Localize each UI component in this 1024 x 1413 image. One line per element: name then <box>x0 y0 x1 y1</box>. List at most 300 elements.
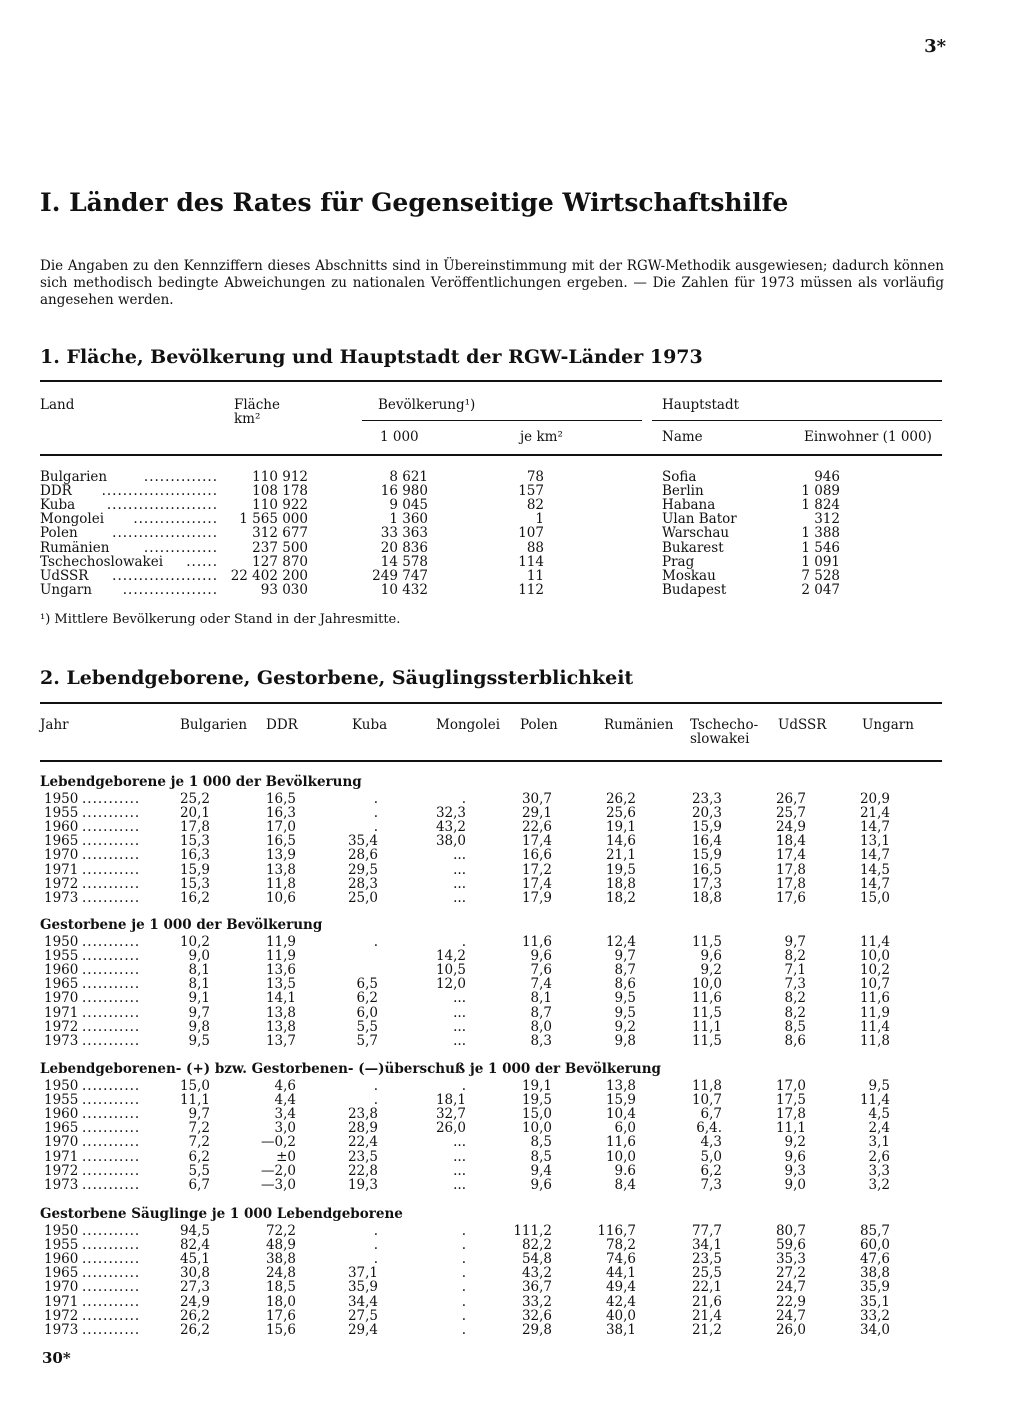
table2-cell-jahr: 1950 <box>44 791 79 807</box>
table2-cell-ungarn: 3,3 <box>868 1163 890 1179</box>
table2-section-title: Gestorbene je 1 000 der Bevölkerung <box>40 917 323 933</box>
table2-cell-ungarn: 2,6 <box>868 1149 890 1165</box>
table2-cell-rumaenien: 49,4 <box>605 1279 636 1295</box>
table2-cell-rumaenien: 40,0 <box>605 1308 636 1324</box>
table2-cell-udssr: 24,7 <box>775 1308 806 1324</box>
table2-cell-dots: ........... <box>82 1106 141 1122</box>
table2-cell-udssr: 9,2 <box>784 1134 806 1150</box>
table2-cell-bulgarien: 8,1 <box>188 976 210 992</box>
table2-cell-bulgarien: 30,8 <box>179 1265 210 1281</box>
table1-cell-land: Polen <box>40 525 78 541</box>
table2-cell-ungarn: 11,8 <box>859 1033 890 1049</box>
table2-cell-polen: 19,5 <box>521 1092 552 1108</box>
table1-cell-dots: .............. <box>143 540 218 556</box>
table1-header-bevoelkerung: Bevölkerung¹) <box>378 397 476 413</box>
table2-cell-dots: ........... <box>82 948 141 964</box>
table2-cell-mongolei: . <box>461 1279 466 1295</box>
table2-cell-jahr: 1960 <box>44 819 79 835</box>
table2-cell-rumaenien: 9,5 <box>614 1005 636 1021</box>
table2-cell-ddr: 13,7 <box>265 1033 296 1049</box>
table2-cell-polen: 33,2 <box>521 1294 552 1310</box>
table2-cell-udssr: 24,7 <box>775 1279 806 1295</box>
table2-cell-ungarn: 38,8 <box>859 1265 890 1281</box>
table1-cell-je-km2: 1 <box>535 511 544 527</box>
table2-cell-jahr: 1972 <box>44 876 79 892</box>
table2-cell-kuba: . <box>373 934 378 950</box>
table2-cell-polen: 10,0 <box>521 1120 552 1136</box>
table2-cell-jahr: 1965 <box>44 833 79 849</box>
table2-cell-kuba: . <box>373 1223 378 1239</box>
table1-cell-flaeche: 110 912 <box>252 469 308 485</box>
table2-cell-udssr: 35,3 <box>775 1251 806 1267</box>
table2-cell-jahr: 1971 <box>44 862 79 878</box>
table2-cell-jahr: 1971 <box>44 1149 79 1165</box>
table2-cell-dots: ........... <box>82 1019 141 1035</box>
table2-cell-ddr: 38,8 <box>265 1251 296 1267</box>
table2-cell-tschechoslowakei: 21,2 <box>691 1322 722 1338</box>
table2-cell-dots: ........... <box>82 1308 141 1324</box>
page-number: 3* <box>924 36 946 57</box>
table2-cell-ungarn: 47,6 <box>859 1251 890 1267</box>
table2-cell-tschechoslowakei: 15,9 <box>691 847 722 863</box>
table2-cell-bulgarien: 82,4 <box>179 1237 210 1253</box>
table2-cell-udssr: 17,4 <box>775 847 806 863</box>
table2-cell-polen: 8,1 <box>530 990 552 1006</box>
table2-cell-tschechoslowakei: 6,4. <box>696 1120 722 1136</box>
table2-cell-polen: 8,7 <box>530 1005 552 1021</box>
table1-bev-rule <box>362 420 642 421</box>
table2-cell-ungarn: 15,0 <box>859 890 890 906</box>
table1-header-bev-1000: 1 000 <box>380 429 419 445</box>
table2-cell-mongolei: ... <box>453 1005 466 1021</box>
table2-cell-polen: 43,2 <box>521 1265 552 1281</box>
table1-cell-dots: .................... <box>112 568 218 584</box>
table1-cell-flaeche: 1 565 000 <box>239 511 308 527</box>
table2-cell-udssr: 18,4 <box>775 833 806 849</box>
table1-cell-je-km2: 107 <box>518 525 544 541</box>
table2-cell-ungarn: 11,6 <box>859 990 890 1006</box>
table2-cell-mongolei: 10,5 <box>435 962 466 978</box>
table1-cell-hauptstadt: Moskau <box>662 568 716 584</box>
table2-cell-jahr: 1972 <box>44 1308 79 1324</box>
table2-cell-dots: ........... <box>82 791 141 807</box>
table2-cell-mongolei: ... <box>453 1134 466 1150</box>
table2-cell-ungarn: 14,7 <box>859 847 890 863</box>
table1-cell-hauptstadt: Sofia <box>662 469 697 485</box>
table2-cell-tschechoslowakei: 6,2 <box>700 1163 722 1179</box>
table2-cell-jahr: 1970 <box>44 1279 79 1295</box>
table1-cell-hauptstadt: Habana <box>662 497 716 513</box>
table2-cell-bulgarien: 7,2 <box>188 1120 210 1136</box>
table2-cell-rumaenien: 9,8 <box>614 1033 636 1049</box>
table1-cell-einwohner: 1 091 <box>801 554 840 570</box>
table2-cell-rumaenien: 6,0 <box>614 1120 636 1136</box>
table2-header-kuba: Kuba <box>352 717 388 733</box>
table2-cell-ungarn: 20,9 <box>859 791 890 807</box>
table2-cell-tschechoslowakei: 21,4 <box>691 1308 722 1324</box>
table2-cell-tschechoslowakei: 11,5 <box>691 934 722 950</box>
main-title: I. Länder des Rates für Gegenseitige Wirtschaftshilfe <box>40 188 789 217</box>
table2-cell-udssr: 11,1 <box>775 1120 806 1136</box>
table2-cell-udssr: 8,6 <box>784 1033 806 1049</box>
table2-cell-rumaenien: 8,6 <box>614 976 636 992</box>
table2-cell-polen: 8,3 <box>530 1033 552 1049</box>
table1-cell-hauptstadt: Ulan Bator <box>662 511 737 527</box>
table2-cell-dots: ........... <box>82 1149 141 1165</box>
table2-cell-kuba: 6,0 <box>356 1005 378 1021</box>
table2-cell-kuba: 28,9 <box>347 1120 378 1136</box>
table2-cell-bulgarien: 45,1 <box>179 1251 210 1267</box>
table1-cell-hauptstadt: Berlin <box>662 483 704 499</box>
table2-cell-bulgarien: 15,3 <box>179 876 210 892</box>
table2-cell-ungarn: 10,0 <box>859 948 890 964</box>
table2-cell-rumaenien: 10,4 <box>605 1106 636 1122</box>
table2-cell-polen: 54,8 <box>521 1251 552 1267</box>
table2-cell-rumaenien: 8,7 <box>614 962 636 978</box>
table2-cell-ddr: 13,9 <box>265 847 296 863</box>
table2-cell-polen: 8,0 <box>530 1019 552 1035</box>
table2-cell-ungarn: 2,4 <box>868 1120 890 1136</box>
table2-cell-ddr: 13,5 <box>265 976 296 992</box>
table1-cell-dots: .................... <box>112 525 218 541</box>
table2-cell-dots: ........... <box>82 1294 141 1310</box>
table2-cell-bulgarien: 8,1 <box>188 962 210 978</box>
table2-cell-dots: ........... <box>82 1078 141 1094</box>
table2-cell-jahr: 1960 <box>44 1106 79 1122</box>
table2-cell-dots: ........... <box>82 1251 141 1267</box>
table2-title: 2. Lebendgeborene, Gestorbene, Säuglingssterblichkeit <box>40 667 634 689</box>
table2-cell-dots: ........... <box>82 833 141 849</box>
table2-cell-bulgarien: 9,7 <box>188 1005 210 1021</box>
table2-cell-rumaenien: 38,1 <box>605 1322 636 1338</box>
table2-cell-tschechoslowakei: 5,0 <box>700 1149 722 1165</box>
table2-cell-ddr: 3,4 <box>274 1106 296 1122</box>
table2-cell-dots: ........... <box>82 1177 141 1193</box>
table2-cell-tschechoslowakei: 22,1 <box>691 1279 722 1295</box>
table2-cell-ungarn: 21,4 <box>859 805 890 821</box>
table2-cell-bulgarien: 11,1 <box>179 1092 210 1108</box>
table1-cell-bevoelkerung: 9 045 <box>389 497 428 513</box>
table2-cell-udssr: 8,2 <box>784 990 806 1006</box>
table2-cell-bulgarien: 17,8 <box>179 819 210 835</box>
table2-cell-tschechoslowakei: 23,5 <box>691 1251 722 1267</box>
table2-cell-mongolei: . <box>461 1294 466 1310</box>
table2-cell-rumaenien: 11,6 <box>605 1134 636 1150</box>
table2-cell-tschechoslowakei: 16,4 <box>691 833 722 849</box>
table2-cell-bulgarien: 27,3 <box>179 1279 210 1295</box>
footer-page-number: 30* <box>42 1349 71 1367</box>
table1-header-flaeche: Fläche <box>234 397 280 413</box>
table2-cell-mongolei: ... <box>453 1033 466 1049</box>
table2-cell-mongolei: 32,7 <box>435 1106 466 1122</box>
table2-cell-ddr: 16,3 <box>265 805 296 821</box>
table1-header-flaeche-unit: km² <box>234 411 261 427</box>
table2-cell-rumaenien: 25,6 <box>605 805 636 821</box>
table2-cell-bulgarien: 6,7 <box>188 1177 210 1193</box>
table2-cell-polen: 22,6 <box>521 819 552 835</box>
table2-cell-mongolei: ... <box>453 890 466 906</box>
table2-cell-udssr: 8,5 <box>784 1019 806 1035</box>
table1-cell-land: Mongolei <box>40 511 105 527</box>
table1-cell-dots: ...... <box>186 554 218 570</box>
table2-cell-bulgarien: 24,9 <box>179 1294 210 1310</box>
table2-cell-bulgarien: 15,0 <box>179 1078 210 1094</box>
table2-cell-jahr: 1970 <box>44 847 79 863</box>
table2-cell-bulgarien: 26,2 <box>179 1308 210 1324</box>
table2-cell-rumaenien: 10,0 <box>605 1149 636 1165</box>
table2-cell-dots: ........... <box>82 962 141 978</box>
table2-cell-jahr: 1971 <box>44 1005 79 1021</box>
table2-cell-polen: 7,4 <box>530 976 552 992</box>
table2-cell-ungarn: 10,7 <box>859 976 890 992</box>
table2-cell-ddr: —3,0 <box>261 1177 296 1193</box>
table2-cell-ungarn: 34,0 <box>859 1322 890 1338</box>
table1-cell-land: Tschechoslowakei <box>40 554 164 570</box>
table2-cell-mongolei: . <box>461 1322 466 1338</box>
table2-cell-tschechoslowakei: 9,2 <box>700 962 722 978</box>
table2-cell-rumaenien: 12,4 <box>605 934 636 950</box>
table1-cell-einwohner: 1 546 <box>801 540 840 556</box>
table1-cell-flaeche: 237 500 <box>252 540 308 556</box>
table2-cell-ungarn: 13,1 <box>859 833 890 849</box>
table1-cell-dots: .................. <box>122 582 218 598</box>
table2-cell-bulgarien: 15,9 <box>179 862 210 878</box>
table1-cell-flaeche: 127 870 <box>252 554 308 570</box>
table2-cell-polen: 29,8 <box>521 1322 552 1338</box>
table2-cell-polen: 32,6 <box>521 1308 552 1324</box>
table1-cell-je-km2: 78 <box>526 469 544 485</box>
table2-cell-tschechoslowakei: 6,7 <box>700 1106 722 1122</box>
table2-header-tschecho-line2: slowakei <box>690 731 750 747</box>
table1-cell-bevoelkerung: 16 980 <box>380 483 428 499</box>
table2-cell-kuba: 29,5 <box>347 862 378 878</box>
table1-cell-je-km2: 11 <box>526 568 544 584</box>
table2-cell-bulgarien: 9,5 <box>188 1033 210 1049</box>
table2-cell-tschechoslowakei: 34,1 <box>691 1237 722 1253</box>
intro-paragraph: Die Angaben zu den Kennziffern dieses Abschnitts sind in Übereinstimmung mit der RGW-Methodik ausgewiesen; dadurch können sich methodisch bedingte Abweichungen zu nationalen Veröffentlichungen ergeben. — Die Zahlen für 1973 müssen als vorläufig angesehen werden. <box>40 258 944 308</box>
table2-cell-udssr: 8,2 <box>784 948 806 964</box>
table2-cell-udssr: 27,2 <box>775 1265 806 1281</box>
table2-cell-ungarn: 35,1 <box>859 1294 890 1310</box>
table2-cell-ungarn: 14,7 <box>859 876 890 892</box>
table2-cell-tschechoslowakei: 10,7 <box>691 1092 722 1108</box>
table1-cell-bevoelkerung: 8 621 <box>389 469 428 485</box>
table2-cell-udssr: 17,8 <box>775 862 806 878</box>
table2-cell-mongolei: 32,3 <box>435 805 466 821</box>
table2-header-rumaenien: Rumänien <box>604 717 674 733</box>
table2-cell-ungarn: 14,5 <box>859 862 890 878</box>
table2-cell-rumaenien: 9,5 <box>614 990 636 1006</box>
table2-cell-kuba: . <box>373 1092 378 1108</box>
table2-cell-tschechoslowakei: 11,5 <box>691 1033 722 1049</box>
table2-cell-ddr: 14,1 <box>265 990 296 1006</box>
table2-cell-ungarn: 3,1 <box>868 1134 890 1150</box>
table2-cell-polen: 82,2 <box>521 1237 552 1253</box>
table2-cell-ddr: 13,8 <box>265 1005 296 1021</box>
table1-footnote: ¹) Mittlere Bevölkerung oder Stand in der Jahresmitte. <box>40 612 401 627</box>
table2-cell-tschechoslowakei: 25,5 <box>691 1265 722 1281</box>
table2-cell-kuba: . <box>373 1251 378 1267</box>
table1-cell-land: Ungarn <box>40 582 92 598</box>
table1-cell-flaeche: 22 402 200 <box>230 568 308 584</box>
table2-cell-rumaenien: 74,6 <box>605 1251 636 1267</box>
table2-cell-polen: 9,6 <box>530 948 552 964</box>
table2-cell-rumaenien: 26,2 <box>605 791 636 807</box>
table1-cell-einwohner: 946 <box>814 469 840 485</box>
table1-cell-hauptstadt: Budapest <box>662 582 727 598</box>
table2-header-polen: Polen <box>520 717 558 733</box>
table2-cell-tschechoslowakei: 23,3 <box>691 791 722 807</box>
table2-cell-dots: ........... <box>82 976 141 992</box>
table2-cell-polen: 36,7 <box>521 1279 552 1295</box>
table1-cell-land: Rumänien <box>40 540 110 556</box>
table2-cell-mongolei: . <box>461 1078 466 1094</box>
table2-cell-ungarn: 60,0 <box>859 1237 890 1253</box>
table1-header-einwohner: Einwohner (1 000) <box>804 429 932 445</box>
table2-cell-kuba: . <box>373 819 378 835</box>
table2-cell-polen: 111,2 <box>513 1223 552 1239</box>
table2-cell-kuba: 35,9 <box>347 1279 378 1295</box>
table2-cell-mongolei: 18,1 <box>435 1092 466 1108</box>
table2-cell-ungarn: 11,4 <box>859 1019 890 1035</box>
table1-cell-hauptstadt: Bukarest <box>662 540 724 556</box>
table2-cell-jahr: 1965 <box>44 976 79 992</box>
table2-cell-kuba: . <box>373 805 378 821</box>
table2-header-rule <box>40 760 942 762</box>
table2-cell-ddr: 3,0 <box>274 1120 296 1136</box>
table1-cell-dots: ................ <box>133 511 218 527</box>
table2-cell-bulgarien: 5,5 <box>188 1163 210 1179</box>
table2-cell-rumaenien: 21,1 <box>605 847 636 863</box>
table2-cell-rumaenien: 19,5 <box>605 862 636 878</box>
table2-cell-ddr: 17,6 <box>265 1308 296 1324</box>
table1-cell-einwohner: 1 089 <box>801 483 840 499</box>
table2-cell-jahr: 1973 <box>44 1322 79 1338</box>
table2-top-rule <box>40 702 942 704</box>
table2-cell-udssr: 24,9 <box>775 819 806 835</box>
table2-cell-ungarn: 11,9 <box>859 1005 890 1021</box>
table2-cell-ddr: 15,6 <box>265 1322 296 1338</box>
table2-cell-udssr: 17,8 <box>775 1106 806 1122</box>
table2-cell-tschechoslowakei: 21,6 <box>691 1294 722 1310</box>
table2-cell-dots: ........... <box>82 805 141 821</box>
table2-cell-rumaenien: 18,2 <box>605 890 636 906</box>
table2-cell-mongolei: ... <box>453 862 466 878</box>
table2-cell-ddr: —0,2 <box>261 1134 296 1150</box>
table1-cell-bevoelkerung: 249 747 <box>372 568 428 584</box>
table2-cell-udssr: 17,6 <box>775 890 806 906</box>
table2-cell-bulgarien: 9,1 <box>188 990 210 1006</box>
table2-header-ddr: DDR <box>266 717 298 733</box>
table2-cell-kuba: 35,4 <box>347 833 378 849</box>
table1-cell-flaeche: 108 178 <box>252 483 308 499</box>
table2-cell-ungarn: 14,7 <box>859 819 890 835</box>
table1-header-hauptstadt: Hauptstadt <box>662 397 740 413</box>
table2-cell-ddr: 17,0 <box>265 819 296 835</box>
table1-cell-bevoelkerung: 20 836 <box>380 540 428 556</box>
table2-cell-jahr: 1971 <box>44 1294 79 1310</box>
table2-cell-dots: ........... <box>82 990 141 1006</box>
table2-cell-mongolei: . <box>461 1223 466 1239</box>
table2-cell-polen: 16,6 <box>521 847 552 863</box>
table2-cell-kuba: 28,3 <box>347 876 378 892</box>
table2-cell-kuba: 25,0 <box>347 890 378 906</box>
table2-cell-ddr: —2,0 <box>261 1163 296 1179</box>
table2-cell-mongolei: ... <box>453 847 466 863</box>
table2-cell-rumaenien: 9.6 <box>614 1163 636 1179</box>
table2-cell-dots: ........... <box>82 1163 141 1179</box>
table1-cell-hauptstadt: Warschau <box>662 525 730 541</box>
table2-cell-ddr: 18,5 <box>265 1279 296 1295</box>
table2-cell-tschechoslowakei: 15,9 <box>691 819 722 835</box>
table2-cell-rumaenien: 116,7 <box>597 1223 636 1239</box>
table1-cell-je-km2: 82 <box>526 497 544 513</box>
table2-cell-bulgarien: 9,7 <box>188 1106 210 1122</box>
table2-cell-mongolei: ... <box>453 1019 466 1035</box>
table2-cell-jahr: 1955 <box>44 1092 79 1108</box>
table2-cell-dots: ........... <box>82 819 141 835</box>
table1-cell-land: Bulgarien <box>40 469 108 485</box>
table2-cell-ddr: 4,6 <box>274 1078 296 1094</box>
table1-cell-bevoelkerung: 14 578 <box>380 554 428 570</box>
table2-cell-udssr: 26,7 <box>775 791 806 807</box>
table1-header-land: Land <box>40 397 75 413</box>
table1-cell-flaeche: 312 677 <box>252 525 308 541</box>
table1-cell-einwohner: 1 388 <box>801 525 840 541</box>
table2-cell-bulgarien: 7,2 <box>188 1134 210 1150</box>
table2-cell-udssr: 80,7 <box>775 1223 806 1239</box>
table2-cell-rumaenien: 9,7 <box>614 948 636 964</box>
table2-cell-dots: ........... <box>82 876 141 892</box>
table1-cell-hauptstadt: Prag <box>662 554 695 570</box>
table2-cell-jahr: 1973 <box>44 890 79 906</box>
table1-cell-je-km2: 88 <box>526 540 544 556</box>
table2-cell-rumaenien: 18,8 <box>605 876 636 892</box>
table2-cell-polen: 8,5 <box>530 1134 552 1150</box>
table2-header-tschecho-line1: Tschecho- <box>690 717 759 733</box>
table2-cell-ungarn: 85,7 <box>859 1223 890 1239</box>
table2-cell-kuba: 22,4 <box>347 1134 378 1150</box>
table2-cell-polen: 9,6 <box>530 1177 552 1193</box>
table1-cell-bevoelkerung: 33 363 <box>380 525 428 541</box>
table2-cell-ungarn: 4,5 <box>868 1106 890 1122</box>
table2-cell-udssr: 9,7 <box>784 934 806 950</box>
table1-header-rule <box>40 454 942 456</box>
table2-cell-bulgarien: 9,0 <box>188 948 210 964</box>
table2-cell-kuba: 23,8 <box>347 1106 378 1122</box>
table2-cell-udssr: 7,3 <box>784 976 806 992</box>
table2-cell-kuba: . <box>373 1078 378 1094</box>
table1-header-name: Name <box>662 429 703 445</box>
table2-cell-ungarn: 3,2 <box>868 1177 890 1193</box>
table2-cell-dots: ........... <box>82 1033 141 1049</box>
table2-cell-jahr: 1972 <box>44 1163 79 1179</box>
table2-cell-ungarn: 9,5 <box>868 1078 890 1094</box>
table1-cell-land: UdSSR <box>40 568 89 584</box>
table2-cell-rumaenien: 78,2 <box>605 1237 636 1253</box>
table2-cell-tschechoslowakei: 9,6 <box>700 948 722 964</box>
table2-cell-udssr: 59,6 <box>775 1237 806 1253</box>
table2-cell-jahr: 1960 <box>44 962 79 978</box>
table2-cell-kuba: . <box>373 791 378 807</box>
table2-cell-ddr: 18,0 <box>265 1294 296 1310</box>
table2-cell-udssr: 9,3 <box>784 1163 806 1179</box>
table2-cell-jahr: 1965 <box>44 1120 79 1136</box>
table2-cell-udssr: 17,5 <box>775 1092 806 1108</box>
table2-cell-rumaenien: 8,4 <box>614 1177 636 1193</box>
table2-cell-kuba: 22,8 <box>347 1163 378 1179</box>
table2-cell-jahr: 1950 <box>44 1223 79 1239</box>
